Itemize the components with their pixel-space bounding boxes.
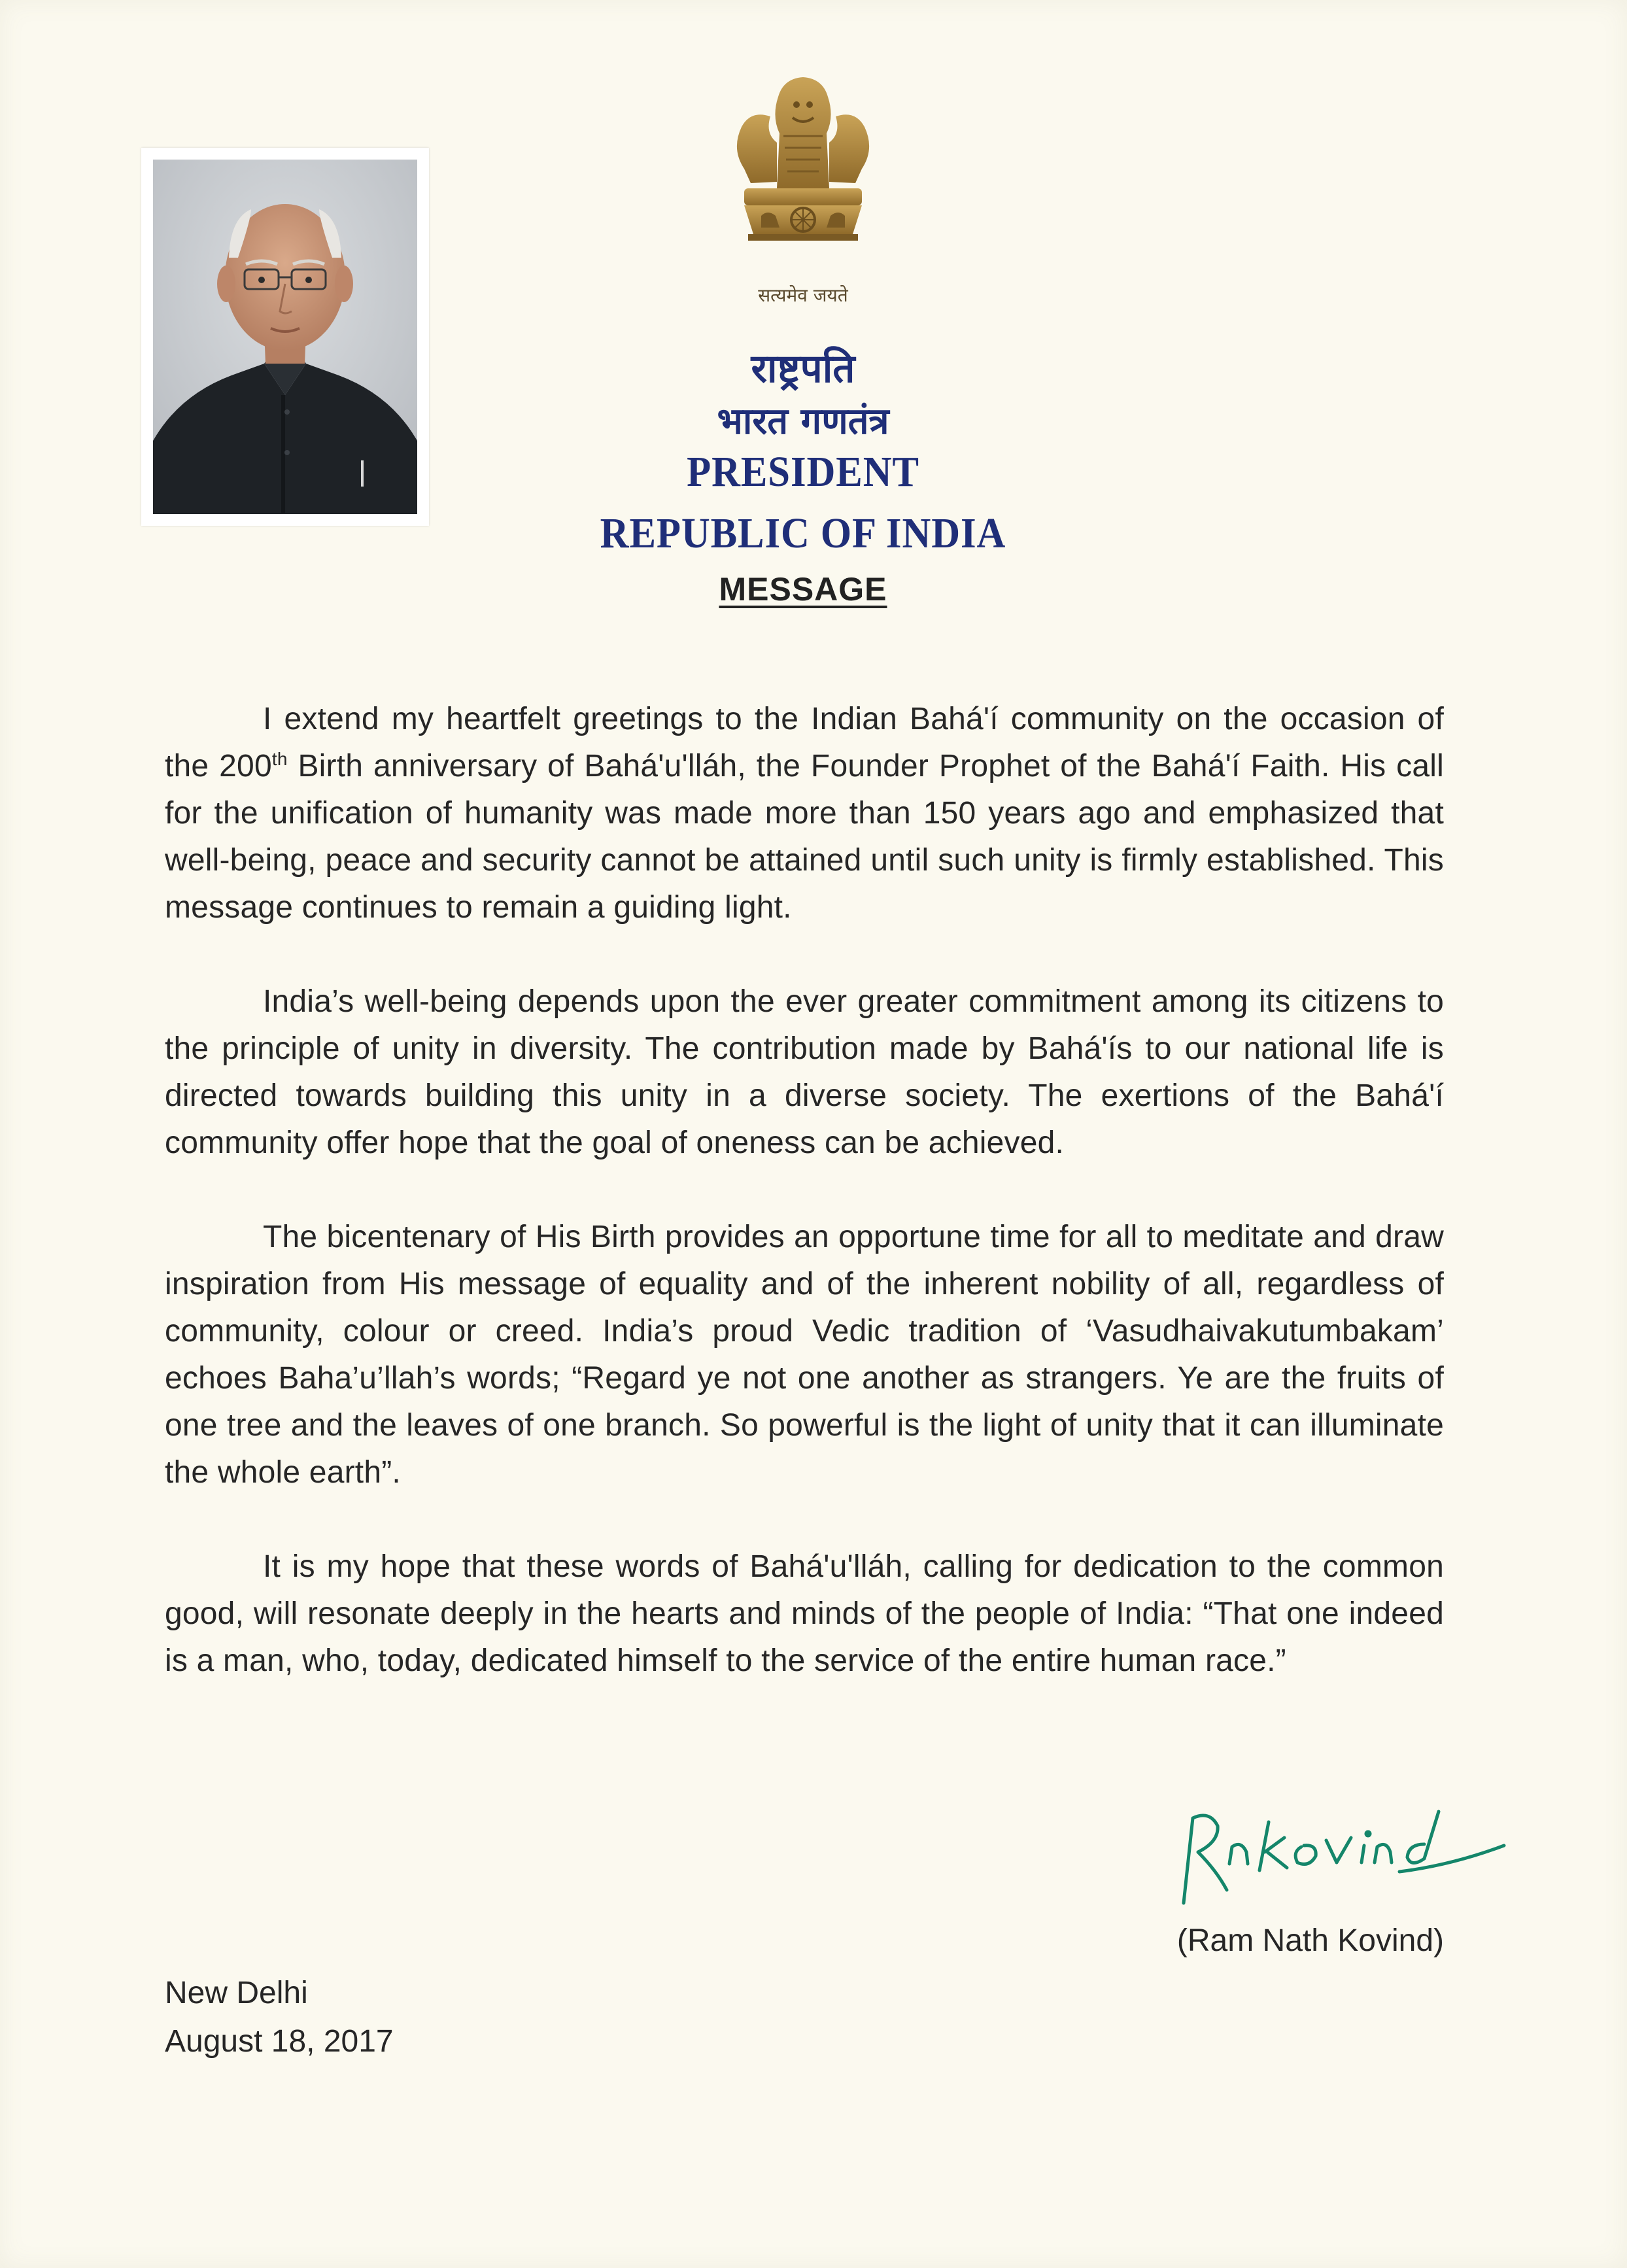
lion-capital-emblem-icon (725, 71, 882, 286)
date: August 18, 2017 (165, 2024, 394, 2059)
portrait-photo (153, 160, 417, 514)
national-emblem (725, 71, 882, 286)
message-heading-text: MESSAGE (719, 571, 887, 608)
signatory-name: (Ram Nath Kovind) (1176, 1923, 1444, 1958)
portrait-illustration (153, 160, 417, 514)
title-republic-of-india: REPUBLIC OF INDIA (600, 509, 1006, 557)
hindi-subtitle: भारत गणतंत्र (717, 400, 889, 443)
message-heading (523, 570, 1083, 608)
handwritten-signature (1164, 1792, 1517, 1916)
paragraph-2: India’s well-being depends upon the ever greater commitment among its citizens to the principle of unity in diversity. The contribution made by Bahá'ís to our national life is directed towards building this unity in a diverse society. The exertions of the Bahá'í community offer hope that the goal of oneness can be achieved. (165, 984, 1444, 1160)
paragraph-1-part-2: Birth anniversary of Bahá'u'lláh, the Founder Prophet of the Bahá'í Faith. His call for the unification of humanity was made more than 150 years ago and emphasized that well-being, peace and security cannot be attained until such unity is firmly established. This message continues to remain a guiding light. (165, 749, 1444, 925)
title-president: PRESIDENT (687, 448, 919, 496)
message-body (165, 696, 1444, 1732)
paragraph-1-ordinal-suffix: th (271, 749, 288, 769)
paragraph-1 (165, 696, 1444, 931)
place: New Delhi (165, 1976, 308, 2010)
emblem-motto: सत्यमेव जयते (758, 284, 848, 306)
paragraph-1-part-1: I extend my heartfelt greetings to the Indian Bahá'í community on the occasion of the 200 (165, 702, 1444, 783)
signature-ink-icon (1164, 1792, 1517, 1916)
paragraph-4: It is my hope that these words of Bahá'u'lláh, calling for dedication to the common good, will resonate deeply in the hearts and minds of the people of India: “That one indeed is a man, who, today, dedicated himself to the service of the entire human race.” (165, 1549, 1444, 1678)
paragraph-3: The bicentenary of His Birth provides an opportune time for all to meditate and draw inspiration from His message of equality and of the inherent nobility of all, regardless of community, colour or creed. India’s proud Vedic tradition of ‘Vasudhaivakutumbakam’ echoes Baha’u’llah’s words; “Regard ye not one another as strangers. Ye are the fruits of one tree and the leaves of one branch. So powerful is the light of unity that it can illuminate the whole earth”. (165, 1220, 1444, 1490)
hindi-title: राष्ट्रपति (751, 346, 855, 392)
portrait-photo-frame (141, 148, 429, 526)
